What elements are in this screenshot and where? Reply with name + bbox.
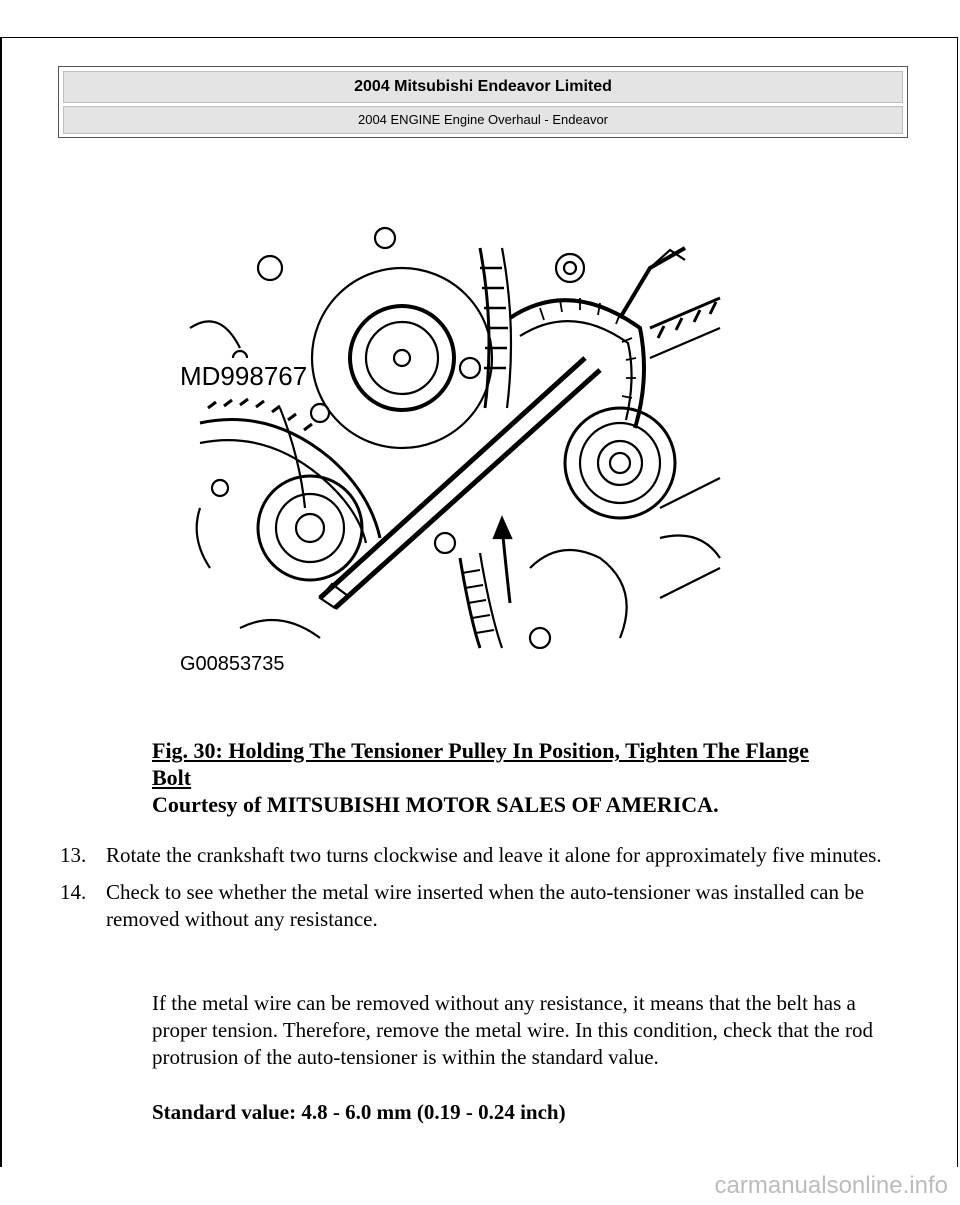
procedure-steps xyxy=(60,842,920,943)
step-13 xyxy=(60,842,920,869)
standard-value: Standard value: 4.8 - 6.0 mm (0.19 - 0.24 inch) xyxy=(152,1100,566,1124)
explanation-paragraph: If the metal wire can be removed without any resistance, it means that the belt has a proper tension. Therefore, remove the metal wire. In this condition, check that the rod protrusion of the auto-tensioner is within the standard value. xyxy=(152,991,873,1069)
tensioner-figure xyxy=(180,208,722,680)
step-number: 14. xyxy=(60,880,87,904)
vehicle-title: 2004 Mitsubishi Endeavor Limited xyxy=(63,71,903,103)
tool-label: MD998767 xyxy=(180,361,308,391)
step-number: 13. xyxy=(60,843,87,867)
image-code: G00853735 xyxy=(180,653,285,675)
caption-title: Fig. 30: Holding The Tensioner Pulley In Position, Tighten The Flange Bolt xyxy=(152,738,809,790)
engine-line-drawing xyxy=(180,208,722,680)
step-14 xyxy=(60,879,920,933)
document-header xyxy=(58,66,908,138)
step-text: Check to see whether the metal wire inserted when the auto-tensioner was installed can be removed without any resistance. xyxy=(106,880,865,931)
watermark: carmanualsonline.info xyxy=(714,1172,948,1199)
step-text: Rotate the crankshaft two turns clockwise and leave it alone for approximately five minutes. xyxy=(106,843,882,867)
section-title: 2004 ENGINE Engine Overhaul - Endeavor xyxy=(63,106,903,134)
caption-credit: Courtesy of MITSUBISHI MOTOR SALES OF AMERICA. xyxy=(152,792,719,817)
figure-caption xyxy=(152,737,852,818)
